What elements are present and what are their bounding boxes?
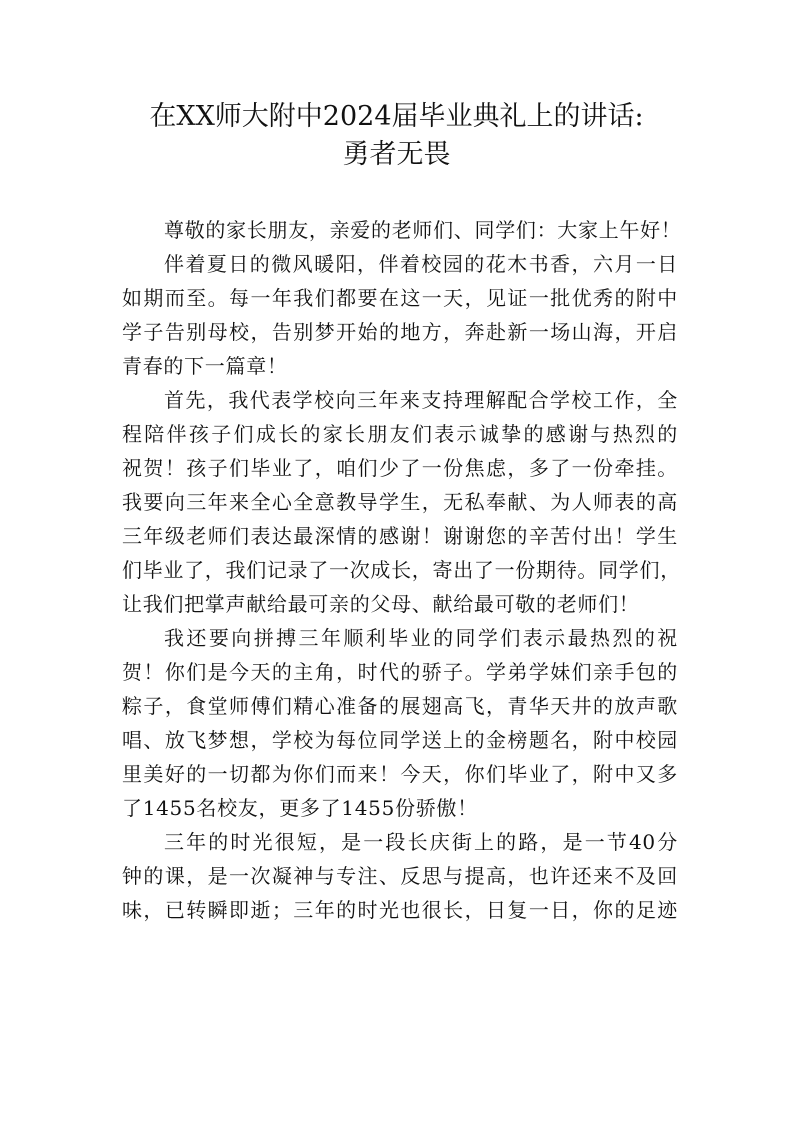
paragraph-line: 让我们把掌声献给最可亲的父母、献给最可敬的老师们！	[122, 592, 640, 616]
paragraph-line: 学子告别母校，告别梦开始的地方，奔赴新一场山海，开启	[122, 320, 678, 344]
paragraph-line: 尊敬的家长朋友，亲爱的老师们、同学们：大家上午好！	[164, 218, 682, 242]
paragraph-line: 青春的下一篇章！	[122, 354, 288, 378]
paragraph-line: 祝贺！孩子们毕业了，咱们少了一份焦虑，多了一份牵挂。	[122, 456, 678, 480]
paragraph-line: 贺！你们是今天的主角，时代的骄子。学弟学妹们亲手包的	[122, 660, 678, 684]
paragraph-line: 们毕业了，我们记录了一次成长，寄出了一份期待。同学们，	[122, 558, 681, 582]
paragraph-line: 首先，我代表学校向三年来支持理解配合学校工作，全	[164, 388, 678, 412]
paragraph-line: 三年级老师们表达最深情的感谢！谢谢您的辛苦付出！学生	[122, 524, 678, 548]
paragraph-line: 我要向三年来全心全意教导学生，无私奉献、为人师表的高	[122, 490, 678, 514]
document-title	[100, 98, 693, 174]
title-line-1: 在XX师大附中2024届毕业典礼上的讲话:	[149, 101, 644, 132]
paragraph-line: 三年的时光很短，是一段长庆街上的路，是一节40分	[164, 830, 678, 854]
paragraph-line: 了1455名校友，更多了1455份骄傲！	[122, 796, 478, 820]
paragraph-line: 伴着夏日的微风暖阳，伴着校园的花木书香，六月一日	[164, 252, 678, 276]
paragraph-line: 味，已转瞬即逝；三年的时光也很长，日复一日，你的足迹	[122, 898, 678, 922]
document-body	[122, 213, 682, 927]
paragraph-line: 我还要向拼搏三年顺利毕业的同学们表示最热烈的祝	[164, 626, 678, 650]
paragraph-line: 粽子，食堂师傅们精心准备的展翅高飞，青华天井的放声歌	[122, 694, 678, 718]
paragraph-line: 钟的课，是一次凝神与专注、反思与提高，也许还来不及回	[122, 864, 678, 888]
title-line-2: 勇者无畏	[342, 139, 451, 170]
paragraph-line: 里美好的一切都为你们而来！今天，你们毕业了，附中又多	[122, 762, 678, 786]
paragraph-line: 如期而至。每一年我们都要在这一天，见证一批优秀的附中	[122, 286, 678, 310]
paragraph-line: 程陪伴孩子们成长的家长朋友们表示诚挚的感谢与热烈的	[122, 422, 678, 446]
paragraph-line: 唱、放飞梦想，学校为每位同学送上的金榜题名，附中校园	[122, 728, 678, 752]
